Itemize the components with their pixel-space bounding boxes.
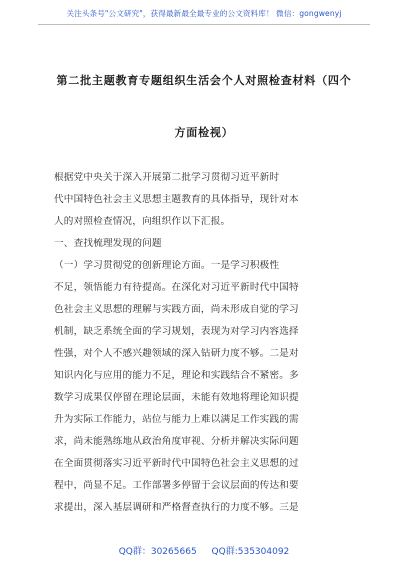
body-line: （一）学习贯彻党的创新理论方面。一是学习积极性 xyxy=(54,260,280,271)
body-line: 不足，领悟能力有待提高。在深化对习近平新时代中国特 xyxy=(54,282,299,293)
body-line: 性强，对个人不感兴趣领域的深入钻研力度不够。二是对 xyxy=(54,348,299,359)
body-line: 色社会主义思想的理解与实践方面，尚未形成自觉的学习 xyxy=(54,304,299,315)
footer-qq-group-1: QQ群：30265665 xyxy=(118,547,197,557)
body-line: 一、查找梳理发现的问题 xyxy=(54,238,162,249)
body-line: 知识内化与应用的能力不足，理论和实践结合不紧密。多 xyxy=(54,370,299,381)
body-line: 求，尚未能熟练地从政治角度审视、分析并解决实际问题 xyxy=(54,436,299,447)
body-line: 升为实际工作能力，站位与能力上难以满足工作实践的需 xyxy=(54,414,299,425)
body-line: 机制，缺乏系统全面的学习规划，表现为对学习内容选择 xyxy=(54,326,299,337)
header-promo-note: 关注头条号"公文研究"，获得最新最全最专业的公文资料库！ 微信：gongwenyj xyxy=(66,9,342,18)
document-title-line1: 第二批主题教育专题组织生活会个人对照检查材料（四个 xyxy=(56,74,352,87)
body-line: 求提出，深入基层调研和严格督查执行的力度不够。三是 xyxy=(54,502,299,513)
body-line: 在全面贯彻落实习近平新时代中国特色社会主义思想的过 xyxy=(54,458,299,469)
body-line: 数学习成果仅停留在理论层面，未能有效地将理论知识提 xyxy=(54,392,299,403)
header-divider xyxy=(38,24,370,25)
document-title-line2: 方面检视） xyxy=(174,126,234,139)
body-line: 根据党中央关于深入开展第二批学习贯彻习近平新时 xyxy=(54,172,280,183)
footer-qq-groups xyxy=(0,544,408,557)
body-line: 人的对照检查情况，向组织作以下汇报。 xyxy=(54,216,231,227)
body-line: 程中，尚显不足。工作部署多停留于会议层面的传达和要 xyxy=(54,480,299,491)
footer-qq-group-2: QQ群:535304092 xyxy=(211,547,290,557)
body-line: 代中国特色社会主义思想主题教育的具体指导，现针对本 xyxy=(54,194,299,205)
